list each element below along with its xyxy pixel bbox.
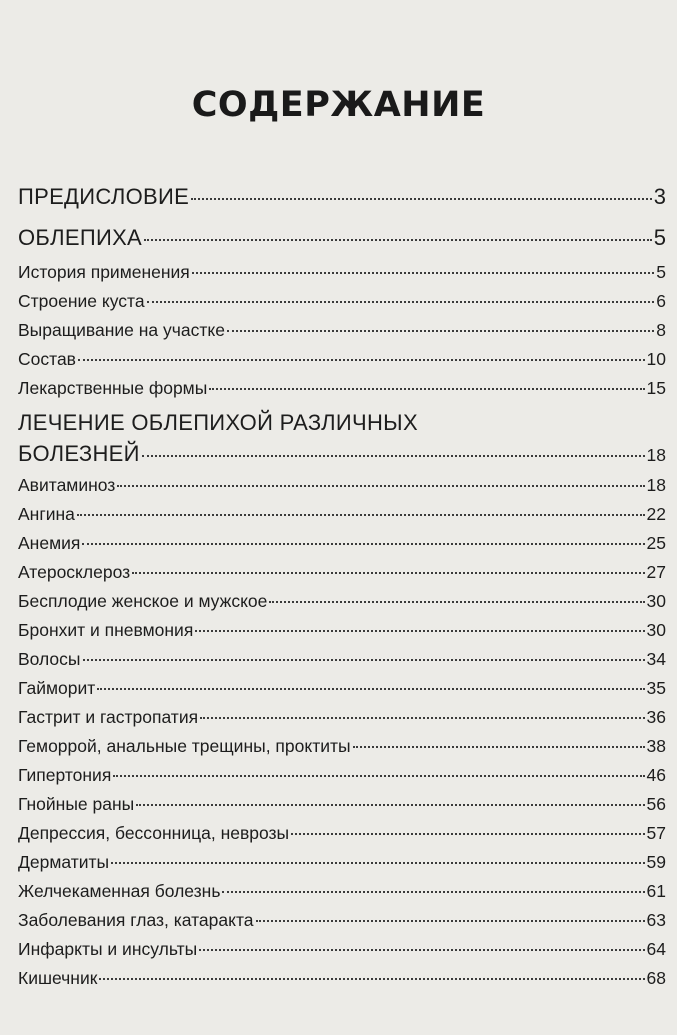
page-title: СОДЕРЖАНИЕ — [191, 85, 486, 126]
toc-subentry[interactable] — [18, 558, 666, 587]
toc-subentry[interactable] — [18, 819, 666, 848]
toc-entry-label: Авитаминоз — [18, 475, 116, 495]
toc-entry-oblepikha[interactable] — [18, 217, 666, 258]
dot-leader — [77, 513, 645, 516]
toc-entry-label: Гастрит и гастропатия — [18, 707, 199, 727]
toc-subentry[interactable] — [18, 761, 666, 790]
dot-leader — [209, 387, 644, 390]
table-of-contents — [18, 176, 666, 993]
dot-leader — [83, 658, 645, 661]
toc-entry-treatment-line1[interactable] — [18, 403, 666, 437]
toc-entry-label: Состав — [18, 349, 76, 369]
dot-leader — [192, 271, 654, 274]
toc-entry-label: Заболевания глаз, катаракта — [18, 910, 254, 930]
toc-entry-page: 27 — [646, 562, 666, 582]
toc-entry-page: 30 — [646, 620, 666, 640]
dot-leader — [78, 358, 645, 361]
toc-entry-page: 35 — [646, 678, 666, 698]
toc-entry-label: Строение куста — [18, 291, 145, 311]
toc-entry-page: 38 — [646, 736, 666, 756]
dot-leader — [144, 238, 652, 241]
toc-subentry[interactable] — [18, 471, 666, 500]
toc-entry-page: 64 — [646, 939, 666, 959]
toc-subentry[interactable] — [18, 616, 666, 645]
toc-entry-label: Ангина — [18, 504, 75, 524]
toc-entry-label: ЛЕЧЕНИЕ ОБЛЕПИХОЙ РАЗЛИЧНЫХ — [18, 410, 418, 435]
toc-entry-label: Бесплодие женское и мужское — [18, 591, 268, 611]
toc-entry-label: ПРЕДИСЛОВИЕ — [18, 184, 190, 209]
dot-leader — [195, 629, 644, 632]
toc-subentry[interactable] — [18, 964, 666, 993]
toc-entry-label: Желчекаменная болезнь — [18, 881, 221, 901]
toc-entry-page: 8 — [656, 320, 666, 340]
dot-leader — [256, 919, 645, 922]
toc-subentry[interactable] — [18, 645, 666, 674]
toc-subentry[interactable] — [18, 500, 666, 529]
toc-subentry[interactable] — [18, 732, 666, 761]
dot-leader — [117, 484, 644, 487]
dot-leader — [227, 329, 654, 332]
toc-entry-label: Выращивание на участке — [18, 320, 225, 340]
toc-subentry[interactable] — [18, 258, 666, 287]
toc-entry-label: Гипертония — [18, 765, 112, 785]
toc-entry-page: 56 — [646, 794, 666, 814]
toc-subentry[interactable] — [18, 935, 666, 964]
toc-entry-page: 36 — [646, 707, 666, 727]
dot-leader — [191, 197, 652, 200]
toc-subentry[interactable] — [18, 374, 666, 403]
dot-leader — [99, 977, 644, 980]
toc-entry-page: 22 — [646, 504, 666, 524]
toc-entry-page: 57 — [646, 823, 666, 843]
dot-leader — [147, 300, 655, 303]
toc-subentry[interactable] — [18, 587, 666, 616]
dot-leader — [200, 716, 644, 719]
toc-entry-label: Бронхит и пневмония — [18, 620, 194, 640]
dot-leader — [132, 571, 644, 574]
dot-leader — [97, 687, 644, 690]
toc-entry-page: 61 — [646, 881, 666, 901]
dot-leader — [136, 803, 644, 806]
toc-entry-page: 10 — [646, 349, 666, 369]
toc-entry-label: Анемия — [18, 533, 81, 553]
toc-entry-page: 5 — [656, 262, 666, 282]
toc-subentry[interactable] — [18, 703, 666, 732]
toc-entry-page: 59 — [646, 852, 666, 872]
toc-entry-label: Депрессия, бессонница, неврозы — [18, 823, 290, 843]
toc-entry-label: Геморрой, анальные трещины, проктиты — [18, 736, 351, 756]
dot-leader — [111, 861, 644, 864]
toc-entry-page: 6 — [656, 291, 666, 311]
toc-entry-page: 63 — [646, 910, 666, 930]
dot-leader — [142, 454, 645, 457]
toc-entry-label: Гайморит — [18, 678, 96, 698]
toc-entry-page: 18 — [646, 475, 666, 495]
toc-subentry[interactable] — [18, 674, 666, 703]
dot-leader — [353, 745, 645, 748]
dot-leader — [199, 948, 644, 951]
toc-entry-page: 5 — [653, 225, 666, 250]
toc-subentry[interactable] — [18, 316, 666, 345]
toc-entry-label: Гнойные раны — [18, 794, 135, 814]
toc-subentry[interactable] — [18, 906, 666, 935]
toc-subentry[interactable] — [18, 877, 666, 906]
toc-subentry[interactable] — [18, 529, 666, 558]
toc-entry-page: 15 — [646, 378, 666, 398]
toc-entry-preface[interactable] — [18, 176, 666, 217]
toc-entry-label: Дерматиты — [18, 852, 110, 872]
dot-leader — [222, 890, 644, 893]
toc-entry-page: 46 — [646, 765, 666, 785]
toc-entry-treatment[interactable] — [18, 437, 666, 471]
dot-leader — [269, 600, 644, 603]
toc-entry-label: ОБЛЕПИХА — [18, 225, 143, 250]
toc-entry-label: История применения — [18, 262, 190, 282]
dot-leader — [113, 774, 644, 777]
toc-entry-label: Инфаркты и инсульты — [18, 939, 198, 959]
toc-entry-label: Лекарственные формы — [18, 378, 208, 398]
toc-subentry[interactable] — [18, 790, 666, 819]
dot-leader — [291, 832, 644, 835]
toc-entry-page: 30 — [646, 591, 666, 611]
treatment-list — [18, 471, 666, 993]
toc-entry-label: Кишечник — [18, 968, 98, 988]
toc-entry-page: 25 — [646, 533, 666, 553]
toc-entry-label: Атеросклероз — [18, 562, 131, 582]
toc-entry-page: 68 — [646, 968, 666, 988]
toc-subentry[interactable] — [18, 345, 666, 374]
dot-leader — [82, 542, 644, 545]
toc-entry-page: 18 — [646, 445, 666, 465]
toc-entry-label: Волосы — [18, 649, 81, 669]
toc-entry-label: БОЛЕЗНЕЙ — [18, 441, 140, 466]
toc-entry-page: 3 — [653, 184, 666, 209]
toc-subentry[interactable] — [18, 848, 666, 877]
toc-subentry[interactable] — [18, 287, 666, 316]
toc-entry-page: 34 — [646, 649, 666, 669]
